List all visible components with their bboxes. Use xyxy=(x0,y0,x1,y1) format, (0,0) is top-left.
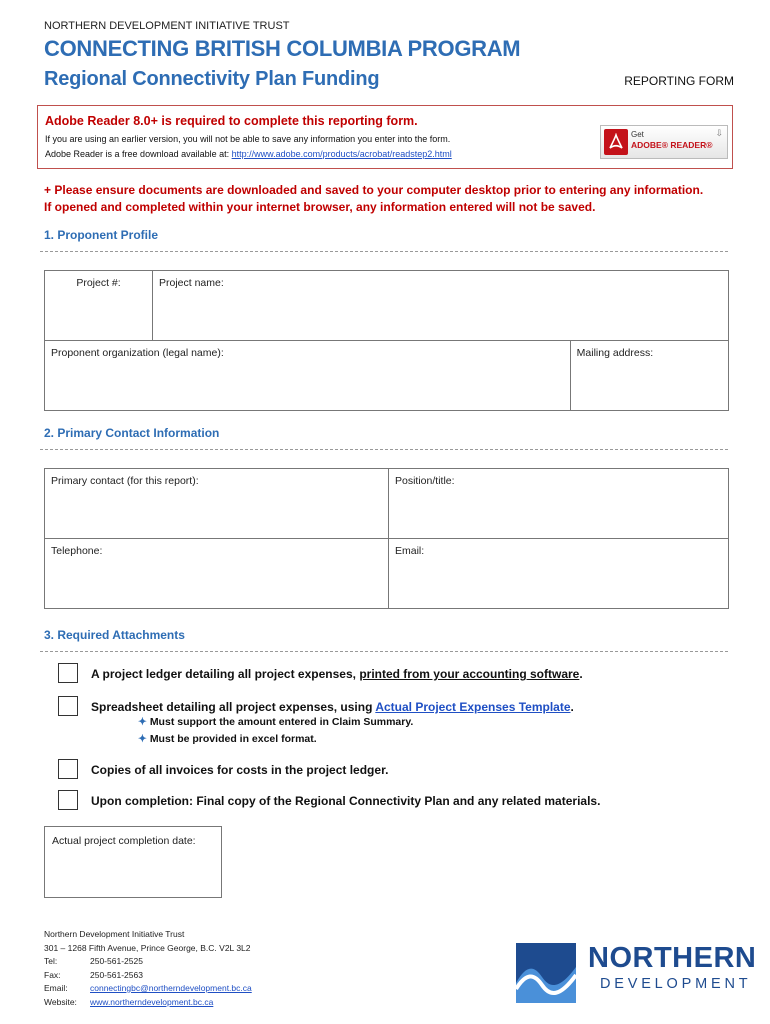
completion-date-label: Actual project completion date: xyxy=(52,835,196,847)
expenses-template-link[interactable]: Actual Project Expenses Template xyxy=(375,700,571,714)
project-name-field[interactable] xyxy=(153,271,729,341)
ledger-label-text: A project ledger detailing all project expenses, xyxy=(91,667,360,681)
footer-tel-row xyxy=(44,955,252,969)
footer-contact xyxy=(44,928,252,1009)
plus-icon: + xyxy=(44,183,52,197)
ledger-checkbox[interactable] xyxy=(58,663,78,683)
page-title: CONNECTING BRITISH COLUMBIA PROGRAM xyxy=(44,36,521,61)
adobe-reader-logo-icon xyxy=(604,129,628,155)
footer-website-row xyxy=(44,996,252,1010)
form-type-label: REPORTING FORM xyxy=(624,74,734,88)
email-label: Email: xyxy=(395,545,425,557)
telephone-field[interactable] xyxy=(45,539,389,609)
spreadsheet-checkbox[interactable] xyxy=(58,696,78,716)
footer-email-link[interactable]: connectingbc@northerndevelopment.bc.ca xyxy=(90,983,252,993)
warning-line1-text: Please ensure documents are downloaded and saved to your computer desktop prior to entering any information. xyxy=(54,183,704,197)
footer-org-name: Northern Development Initiative Trust xyxy=(44,929,185,939)
section-heading-primary-contact: 2. Primary Contact Information xyxy=(44,426,220,440)
adobe-notice-line2 xyxy=(45,149,452,159)
ledger-checkbox-label xyxy=(91,667,583,681)
section-divider xyxy=(40,449,728,450)
final-plan-checkbox-label: Upon completion: Final copy of the Regional Connectivity Plan and any related materials. xyxy=(91,794,601,808)
footer-email-label: Email: xyxy=(44,983,68,993)
section-heading-proponent-profile: 1. Proponent Profile xyxy=(44,228,159,242)
adobe-notice-line1: If you are using an earlier version, you will not be able to save any information you enter into the form. xyxy=(45,134,451,144)
spreadsheet-requirement-1 xyxy=(138,716,413,728)
footer-tel-label: Tel: xyxy=(44,956,58,966)
mailing-address-label: Mailing address: xyxy=(576,347,654,359)
badge-get-text: Get xyxy=(631,130,644,139)
browser-warning xyxy=(44,182,703,216)
northern-development-mark-icon xyxy=(516,943,576,1003)
organization-name: NORTHERN DEVELOPMENT INITIATIVE TRUST xyxy=(44,20,290,32)
requirement-2-text: Must be provided in excel format. xyxy=(149,733,317,745)
warning-line1 xyxy=(44,182,703,199)
spreadsheet-checkbox-label xyxy=(91,700,574,714)
ledger-label-underlined: printed from your accounting software xyxy=(359,667,580,681)
footer-fax-label: Fax: xyxy=(44,969,61,980)
spreadsheet-requirement-2 xyxy=(138,733,317,745)
footer-email-row xyxy=(44,982,252,996)
footer-fax: 250-561-2563 xyxy=(90,969,143,980)
primary-contact-table xyxy=(44,468,729,609)
footer-tel: 250-561-2525 xyxy=(90,956,143,966)
logo-text-northern: NORTHERN xyxy=(588,942,757,974)
final-plan-checkbox[interactable] xyxy=(58,790,78,810)
spreadsheet-label-suffix: . xyxy=(570,700,574,714)
adobe-download-link[interactable]: http://www.adobe.com/products/acrobat/readstep2.html xyxy=(231,149,452,159)
section-heading-required-attachments: 3. Required Attachments xyxy=(44,628,185,642)
ledger-label-suffix: . xyxy=(579,667,583,681)
position-title-label: Position/title: xyxy=(395,475,455,487)
download-arrow-icon: ⇩ xyxy=(715,128,723,138)
get-adobe-reader-badge[interactable] xyxy=(600,125,728,159)
logo-text-development: DEVELOPMENT xyxy=(600,976,752,992)
mailing-address-field[interactable] xyxy=(570,341,728,411)
primary-contact-field[interactable] xyxy=(45,469,389,539)
northern-development-logo xyxy=(516,940,757,1010)
adobe-notice-heading: Adobe Reader 8.0+ is required to complete this reporting form. xyxy=(45,114,418,128)
warning-line2: If opened and completed within your internet browser, any information entered will not be saved. xyxy=(44,200,596,214)
invoices-checkbox[interactable] xyxy=(58,759,78,779)
section-divider xyxy=(40,251,728,252)
project-number-field[interactable] xyxy=(45,271,153,341)
bullet-star-icon: ✦ xyxy=(138,733,147,745)
requirement-1-text: Must support the amount entered in Claim Summary. xyxy=(149,716,414,728)
badge-reader-text: ADOBE® READER® xyxy=(631,140,713,150)
proponent-profile-table xyxy=(44,270,729,411)
proponent-organization-label: Proponent organization (legal name): xyxy=(51,347,224,359)
position-title-field[interactable] xyxy=(389,469,729,539)
telephone-label: Telephone: xyxy=(51,545,103,557)
adobe-notice-prefix: Adobe Reader is a free download available at: xyxy=(45,149,232,159)
primary-contact-label: Primary contact (for this report): xyxy=(51,475,199,487)
project-number-label: Project #: xyxy=(76,277,121,289)
section-divider xyxy=(40,651,728,652)
footer-address: 301 – 1268 Fifth Avenue, Prince George, B.C. V2L 3L2 xyxy=(44,942,251,953)
invoices-checkbox-label: Copies of all invoices for costs in the project ledger. xyxy=(91,763,389,777)
footer-fax-row xyxy=(44,969,252,983)
page-subtitle: Regional Connectivity Plan Funding xyxy=(44,68,380,90)
spreadsheet-label-text: Spreadsheet detailing all project expenses, using xyxy=(91,700,376,714)
bullet-star-icon: ✦ xyxy=(138,716,147,728)
proponent-organization-field[interactable] xyxy=(45,341,571,411)
adobe-notice-box xyxy=(37,105,733,169)
completion-date-field[interactable] xyxy=(44,826,222,898)
footer-website-label: Website: xyxy=(44,996,77,1007)
email-field[interactable] xyxy=(389,539,729,609)
project-name-label: Project name: xyxy=(159,277,224,289)
footer-website-link[interactable]: www.northerndevelopment.bc.ca xyxy=(90,996,214,1007)
